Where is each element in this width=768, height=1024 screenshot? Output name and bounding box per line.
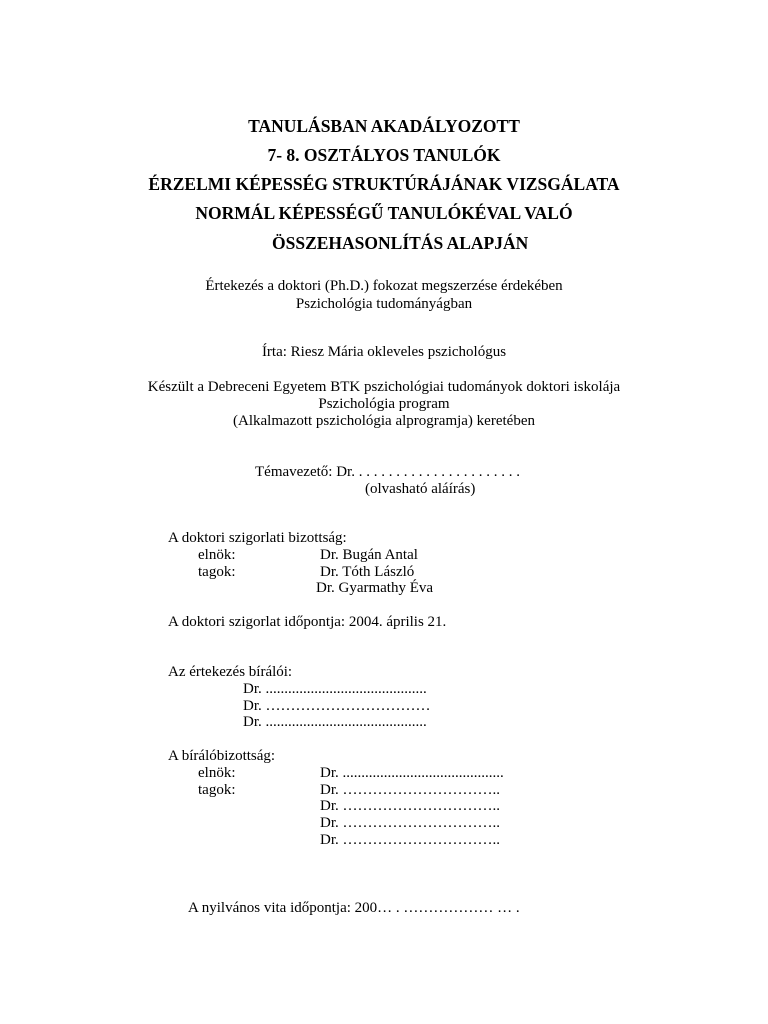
reviewers-heading: Az értekezés bírálói: <box>168 664 293 680</box>
reviewer-2: Dr. …………………………… <box>243 698 431 714</box>
subtitle-line-2: Pszichológia tudományágban <box>295 296 473 312</box>
review-members-label: tagok: <box>198 782 236 798</box>
title-line-4: NORMÁL KÉPESSÉGŰ TANULÓKÉVAL VALÓ <box>195 203 573 223</box>
exam-chair-name: Dr. Bugán Antal <box>320 547 418 563</box>
subtitle-line-1: Értekezés a doktori (Ph.D.) fokozat megszerzése érdekében <box>205 278 563 294</box>
exam-committee-heading: A doktori szigorlati bizottság: <box>168 530 347 546</box>
exam-member-2: Dr. Gyarmathy Éva <box>316 580 434 596</box>
exam-member-1: Dr. Tóth László <box>320 564 415 580</box>
institution-line-2: Pszichológia program <box>318 396 450 412</box>
supervisor-line: Témavezető: Dr. . . . . . . . . . . . . . . . . . . . . . . <box>255 464 520 480</box>
review-committee-heading: A bírálóbizottság: <box>168 748 276 764</box>
review-member-1: Dr. ………………………….. <box>320 782 500 798</box>
exam-members-label: tagok: <box>198 564 236 580</box>
author-line: Írta: Riesz Mária okleveles pszichológus <box>261 344 507 360</box>
review-member-4: Dr. ………………………….. <box>320 832 500 848</box>
reviewer-3: Dr. ........................................... <box>243 714 427 730</box>
institution-line-1: Készült a Debreceni Egyetem BTK pszichológiai tudományok doktori iskolája <box>147 379 621 395</box>
reviewer-1: Dr. ........................................... <box>243 681 427 697</box>
review-member-3: Dr. ………………………….. <box>320 815 500 831</box>
title-line-5: ÖSSZEHASONLÍTÁS ALAPJÁN <box>272 233 529 253</box>
title-line-1: TANULÁSBAN AKADÁLYOZOTT <box>248 116 520 136</box>
review-member-2: Dr. ………………………….. <box>320 798 500 814</box>
exam-date: A doktori szigorlat időpontja: 2004. április 21. <box>168 614 447 630</box>
title-line-3: ÉRZELMI KÉPESSÉG STRUKTÚRÁJÁNAK VIZSGÁLATA <box>148 174 620 194</box>
public-defense-date: A nyilvános vita időpontja: 200… . ……………… … . <box>188 900 520 916</box>
review-chair-label: elnök: <box>198 765 236 781</box>
title-line-2: 7- 8. OSZTÁLYOS TANULÓK <box>267 145 501 165</box>
exam-chair-label: elnök: <box>198 547 236 563</box>
institution-line-3: (Alkalmazott pszichológia alprogramja) keretében <box>233 413 535 429</box>
signature-note: (olvasható aláírás) <box>365 481 476 497</box>
review-chair: Dr. ........................................... <box>320 765 504 781</box>
